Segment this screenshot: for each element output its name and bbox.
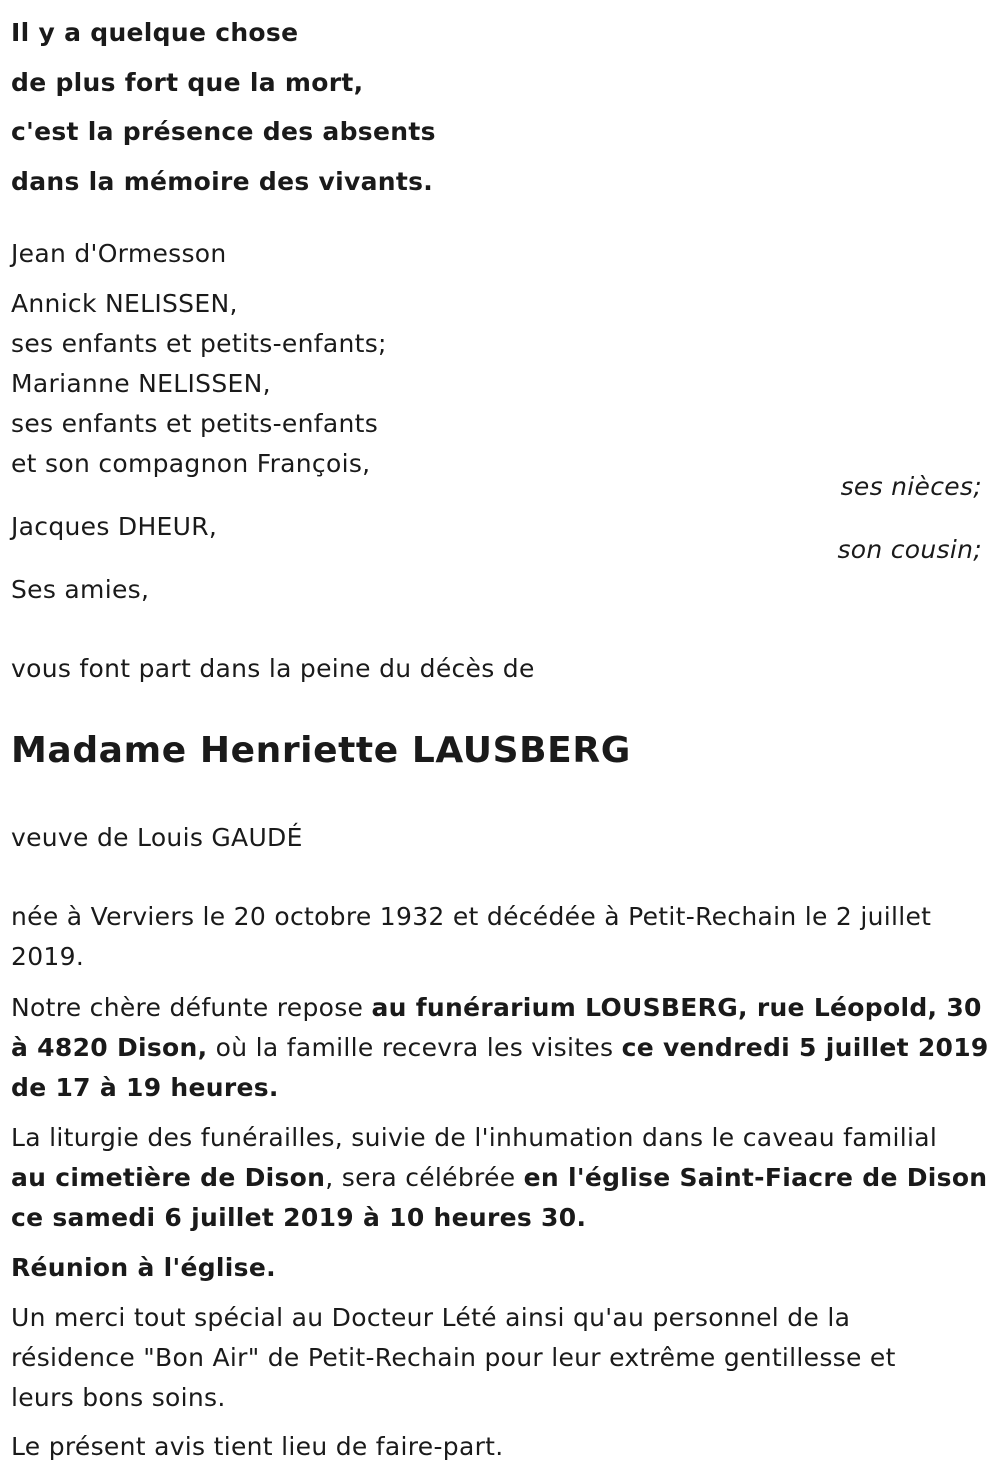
reunion-text: Réunion à l'église. (11, 1253, 276, 1282)
visits-hours: de 17 à 19 heures. (11, 1073, 279, 1102)
thanks-line-1: Un merci tout spécial au Docteur Lété ainsi qu'au personnel de la (11, 1303, 851, 1332)
thanks-line-3: leurs bons soins. (11, 1383, 226, 1412)
cemetery-name: au cimetière de Dison (11, 1163, 326, 1192)
quote-line-3: c'est la présence des absents (11, 117, 436, 146)
liturgy-line-2 (11, 1158, 986, 1198)
cousin-name: Jacques DHEUR, (11, 512, 218, 541)
nieces-block (11, 284, 387, 484)
funeral-home-city: à 4820 Dison, (11, 1033, 208, 1062)
announcement-line: vous font part dans la peine du décès de (11, 654, 535, 683)
niece-line-3: Marianne NELISSEN, (11, 369, 271, 398)
ceremony-datetime: ce samedi 6 juillet 2019 à 10 heures 30. (11, 1203, 587, 1232)
quote-author: Jean d'Ormesson (11, 239, 227, 268)
notice-text: Le présent avis tient lieu de faire-part. (11, 1432, 504, 1461)
birth-death-line-2: 2019. (11, 942, 85, 971)
cousin-role: son cousin; (837, 535, 982, 564)
nieces-role: ses nièces; (840, 472, 982, 501)
funeral-home-address: au funérarium LOUSBERG, rue Léopold, 30 (371, 993, 982, 1022)
funeral-home-line-2 (11, 1028, 989, 1068)
niece-line-2: ses enfants et petits-enfants; (11, 329, 387, 358)
liturgy-line-3 (11, 1198, 986, 1238)
opening-quote (11, 8, 436, 206)
notice-paragraph (11, 1427, 986, 1467)
niece-line-1: Annick NELISSEN, (11, 289, 238, 318)
funeral-home-paragraph (11, 988, 989, 1108)
church-name: en l'église Saint-Fiacre de Dison (523, 1163, 988, 1192)
reunion-paragraph (11, 1248, 986, 1288)
quote-line-2: de plus fort que la mort, (11, 67, 364, 97)
repose-text: Notre chère défunte repose (11, 993, 372, 1022)
widow-of-line: veuve de Louis GAUDÉ (11, 823, 303, 852)
friends-line: Ses amies, (11, 575, 150, 604)
visits-date: ce vendredi 5 juillet 2019 (621, 1033, 989, 1062)
funeral-home-line-1 (11, 988, 986, 1028)
thanks-paragraph (11, 1298, 986, 1418)
quote-line-1: Il y a quelque chose (11, 18, 299, 47)
birth-death-line-1: née à Verviers le 20 octobre 1932 et décédée à Petit-Rechain le 2 juillet (11, 902, 932, 931)
niece-line-4: ses enfants et petits-enfants (11, 409, 379, 438)
thanks-line-2: résidence "Bon Air" de Petit-Rechain pour leur extrême gentillesse et (11, 1343, 896, 1372)
liturgy-line-1: La liturgie des funérailles, suivie de l'inhumation dans le caveau familial (11, 1123, 938, 1152)
deceased-name: Madame Henriette LAUSBERG (11, 730, 631, 771)
visits-text: où la famille recevra les visites (207, 1033, 622, 1062)
niece-line-5: et son compagnon François, (11, 449, 371, 478)
liturgy-paragraph (11, 1118, 986, 1238)
celebrated-text: , sera célébrée (325, 1163, 524, 1192)
funeral-home-line-3 (11, 1068, 986, 1108)
quote-line-4: dans la mémoire des vivants. (11, 166, 434, 196)
birth-death-paragraph (11, 897, 986, 977)
